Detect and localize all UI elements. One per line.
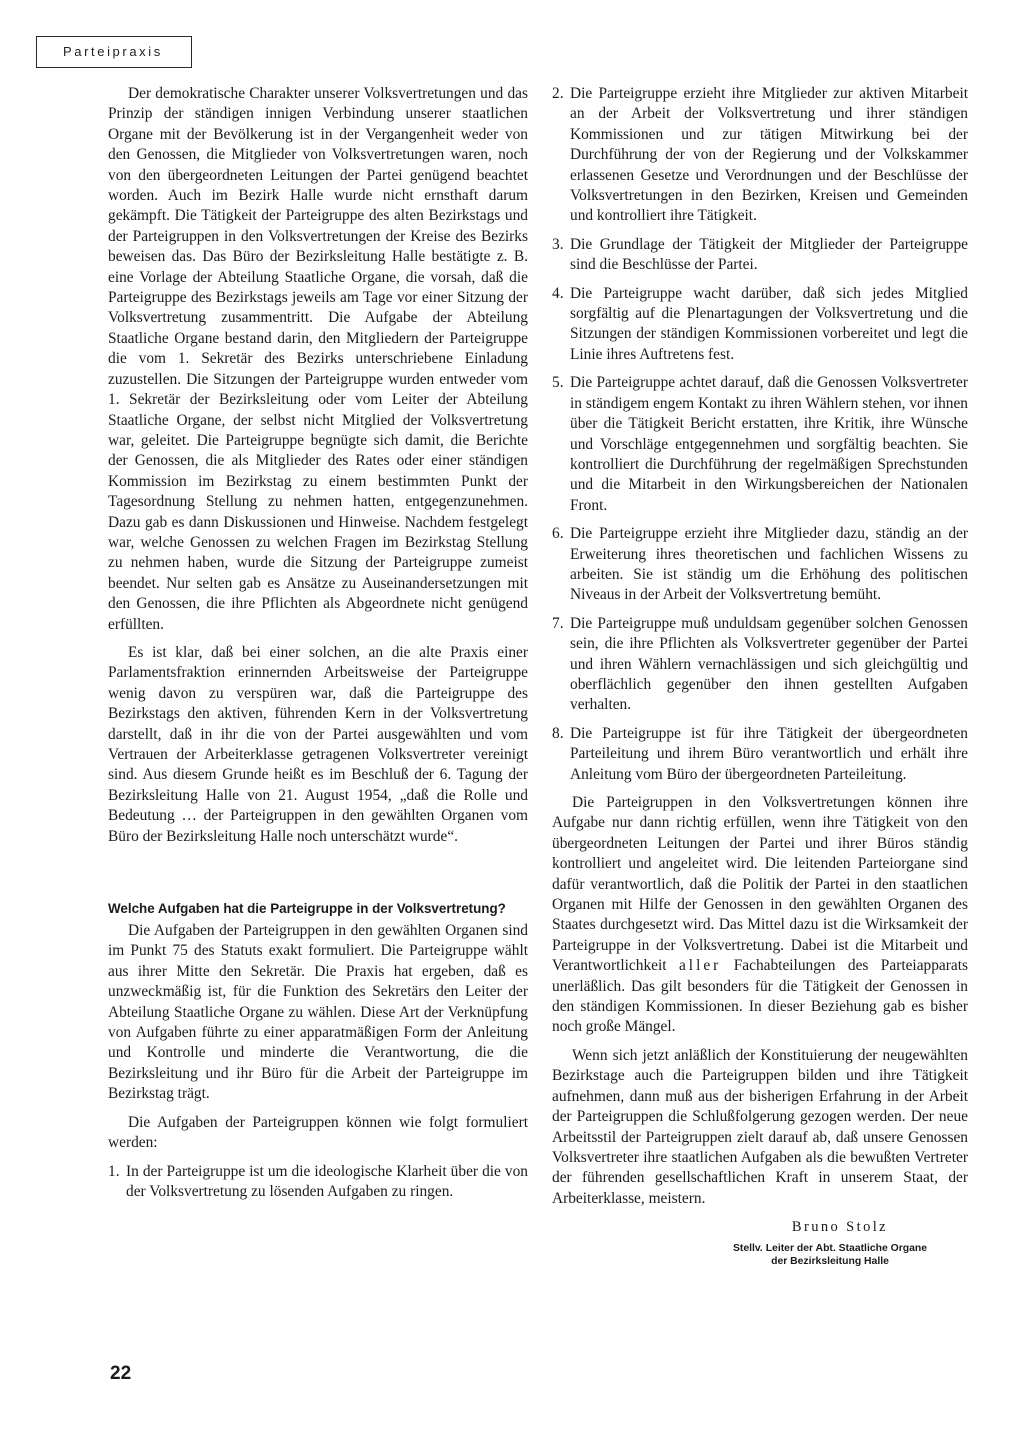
section-subheading: Welche Aufgaben hat die Parteigruppe in der Volksvertretung?: [108, 901, 506, 917]
paragraph: Wenn sich jetzt anläßlich der Konstituierung der neugewählten Bezirkstage auch die Parteigruppen bilden und ihre Tätigkeit aufnehmen, dann muß aus der bisherigen Erfahrung in der Arbeit der Parteigruppen die Schlußfolgerung gezogen werden. Der neue Arbeitsstil der Parteigruppen zielt darauf ab, daß unsere Genossen Volksvertreter ihre staatlichen Aufgaben als die bewußten Vertreter der führenden gesellschaftlichen Kraft in unserem Staat, der Arbeiterklasse, meistern.: [552, 1046, 968, 1207]
section-label-box: [36, 36, 192, 68]
author-role: [692, 1242, 968, 1268]
right-column: [552, 84, 968, 1268]
paragraph: Es ist klar, daß bei einer solchen, an die alte Praxis einer Parlamentsfraktion erinnernden Arbeitsweise der Parteigruppe wenig davon zu verspüren war, daß die Parteigruppe des Bezirkstags den aktiven, führenden Kern in der Volksvertretung darstellt, daß in ihr die von der Partei ausgewählten und vom Vertrauen der Arbeiterklasse getragenen Volksvertreter vereinigt sind. Aus diesem Grunde heißt es im Beschluß der 6. Tagung der Bezirksleitung Halle von 21. August 1954, „daß die Rolle und Bedeutung … der Parteigruppen in den gewählten Organen vom Büro der Bezirksleitung Halle noch unterschätzt wurde“.: [108, 643, 528, 845]
section-label: Parteipraxis: [63, 44, 163, 59]
list-item: [552, 84, 968, 227]
author-signature: Bruno Stolz: [791, 1219, 888, 1236]
paragraph: Der demokratische Charakter unserer Volksvertretungen und das Prinzip der ständigen innigen Verbindung unserer staatlichen Organe mit der Bevölkerung ist in der Vergangenheit weder von den Genossen, die Mitglieder von Volksvertretungen waren, noch von den übergeordneten Leitungen der Partei genügend beachtet worden. Auch im Bezirk Halle wurde nicht ernsthaft darum gekämpft. Die Tätigkeit der Parteigruppe des alten Bezirkstags und der Parteigruppen in den Volksvertretungen der Kreise des Bezirks beweisen das. Das Büro der Bezirksleitung Halle bestätigte z. B. eine Vorlage der Abteilung Staatliche Organe, die vorsah, daß die Parteigruppe des Bezirkstags jeweils am Tage vor einer Sitzung der Volksvertretung zusammentritt. Die Aufgabe der Abteilung Staatliche Organe bestand darin, den Mitgliedern der Parteigruppe die vom 1. Sekretär des Bezirks unterschriebene Einladung zuzustellen. Die Sitzungen der Parteigruppe wurden entweder vom 1. Sekretär der Bezirksleitung oder vom Leiter der Abteilung Staatliche Organe, der selbst nicht Mitglied der Volksvertretung war, geleitet. Die Parteigruppe begnügte sich damit, die Berichte der Genossen, die als Mitglieder des Rates oder einer ständigen Kommission im Bezirkstag zu einem bestimmten Punkt der Tagesordnung Stellung zu nehmen hatten, entgegenzunehmen. Dazu gab es dann Diskussionen und Hinweise. Nachdem festgelegt war, welche Genossen zu welchen Fragen im Bezirkstag Stellung zu nehmen haben, wurde die Sitzung der Parteigruppe zumeist beendet. Nur selten gab es Ansätze zu Auseinandersetzungen mit den Genossen, die ihre Pflichten als Abgeordnete nicht genügend erfüllten.: [108, 85, 528, 633]
list-item: [108, 1162, 528, 1203]
list-item: [552, 235, 968, 276]
emphasized-word: aller: [678, 957, 722, 975]
paragraph-text: Fachabteilungen des Parteiapparats unerläßlich. Das gilt besonders für die Tätigkeit der Genossen in den ständigen Kommissionen. In dieser Beziehung gab es bisher noch große Mängel.: [552, 957, 968, 1036]
list-item: [552, 724, 968, 785]
list-item-number: 2.: [552, 85, 564, 102]
list-item-text: Die Parteigruppe wacht darüber, daß sich jedes Mitglied sorgfältig auf die Plenartagungen der Volksvertretung und die Sitzungen der ständigen Kommissionen vorbereitet und legt die Linie ihres Auftretens fest.: [570, 284, 968, 363]
list-item-number: 5.: [552, 374, 564, 392]
list-item: [552, 373, 968, 516]
list-item: [552, 524, 968, 606]
author-role-line: Stellv. Leiter der Abt. Staatliche Organe: [732, 1242, 927, 1254]
list-item-number: 1.: [108, 1162, 120, 1180]
list-item-number: 6.: [552, 525, 564, 543]
list-item-number: 4.: [552, 284, 564, 302]
list-item: [552, 614, 968, 716]
paragraph-text: Die Parteigruppen in den Volksvertretungen können ihre Aufgabe nur dann richtig erfüllen, wenn ihre Tätigkeit von den übergeordneten Leitungen der Partei und ihrer Büros ständig kontrolliert und angeleitet wird. Die leitenden Parteiorgane sind dafür verantwortlich, daß die Politik der Partei in den staatlichen Organen mit Hilfe der Genossen in den gewählten Organen des Staates durchgesetzt wird. Das Mittel dazu ist die Wirksamkeit der Parteigruppe in der Volksvertretung. Dabei ist die Mitarbeit und Verantwortlichkeit: [552, 794, 968, 975]
list-item-text: Die Parteigruppe erzieht ihre Mitglieder zur aktiven Mitarbeit an der Arbeit der Volksvertretung und ihrer ständigen Kommissionen und zur tätigen Mitwirkung bei der Durchführung der von der Regierung und der Volkskammer erlassenen Gesetze und Verordnungen und der Beschlüsse der Volksvertretungen in den Bezirken, Kreisen und Gemeinden und kontrolliert ihre Tätigkeit.: [570, 85, 968, 225]
list-item-number: 7.: [552, 614, 564, 632]
list-item-text: In der Parteigruppe ist um die ideologische Klarheit über die von der Volksvertretung zu lösenden Aufgaben zu ringen.: [126, 1162, 528, 1200]
list-item-number: 3.: [552, 235, 564, 253]
list-item-text: Die Parteigruppe ist für ihre Tätigkeit der übergeordneten Parteileitung und ihrem Büro verantwortlich und erhält ihre Anleitung vom Büro der übergeordneten Parteileitung.: [570, 724, 968, 783]
list-item: [552, 284, 968, 366]
list-item-text: Die Parteigruppe erzieht ihre Mitglieder dazu, ständig an der Erweiterung ihres theoretischen und fachlichen Wissens zu arbeiten. Sie ist ständig um die Erhöhung des politischen Niveaus in der Arbeit der Volksvertretung bemüht.: [570, 525, 968, 604]
list-item-number: 8.: [552, 724, 564, 742]
list-item-text: Die Parteigruppe achtet darauf, daß die Genossen Volksvertreter in ständigem engem Kontakt zu ihren Wählern stehen, vor ihnen über die Tätigkeit Bericht erstatten, ihre Kritik, ihre Wünsche und Vorschläge entgegennehmen und sorgfältig beachten. Sie kontrolliert die Durchführung der regelmäßigen Sprechstunden und die Mitarbeit in den Wirkungsbereichen der Nationalen Front.: [570, 374, 968, 514]
list-item-text: Die Grundlage der Tätigkeit der Mitglieder der Parteigruppe sind die Beschlüsse der Partei.: [570, 235, 968, 274]
paragraph: Die Aufgaben der Parteigruppen können wie folgt formuliert werden:: [108, 1113, 528, 1152]
left-column: [108, 84, 528, 1210]
list-item-text: Die Parteigruppe muß unduldsam gegenüber solchen Genossen sein, die ihre Pflichten als Volksvertreter gegenüber der Partei und ihren Wählern vernachlässigen und sich gleichgültig und oberflächlich gegenüber den ihnen gestellten Aufgaben verhalten.: [570, 614, 968, 714]
paragraph: [552, 793, 968, 1038]
page-number: 22: [110, 1363, 132, 1384]
author-role-line: der Bezirksleitung Halle: [771, 1255, 889, 1267]
paragraph: Die Aufgaben der Parteigruppen in den gewählten Organen sind im Punkt 75 des Statuts exakt formuliert. Die Parteigruppe wählt aus ihrer Mitte den Sekretär. Die Praxis hat ergeben, daß es unzweckmäßig ist, für die Funktion des Sekretärs den Leiter der Abteilung Staatliche Organe zu wählen. Diese Art der Verknüpfung von Aufgaben führte zu einer apparatmäßigen Form der Anleitung und Kontrolle und minderte die Verantwortung, die die Bezirksleitung und ihr Büro für die Arbeit der Parteigruppe im Bezirkstag trägt.: [108, 922, 528, 1103]
